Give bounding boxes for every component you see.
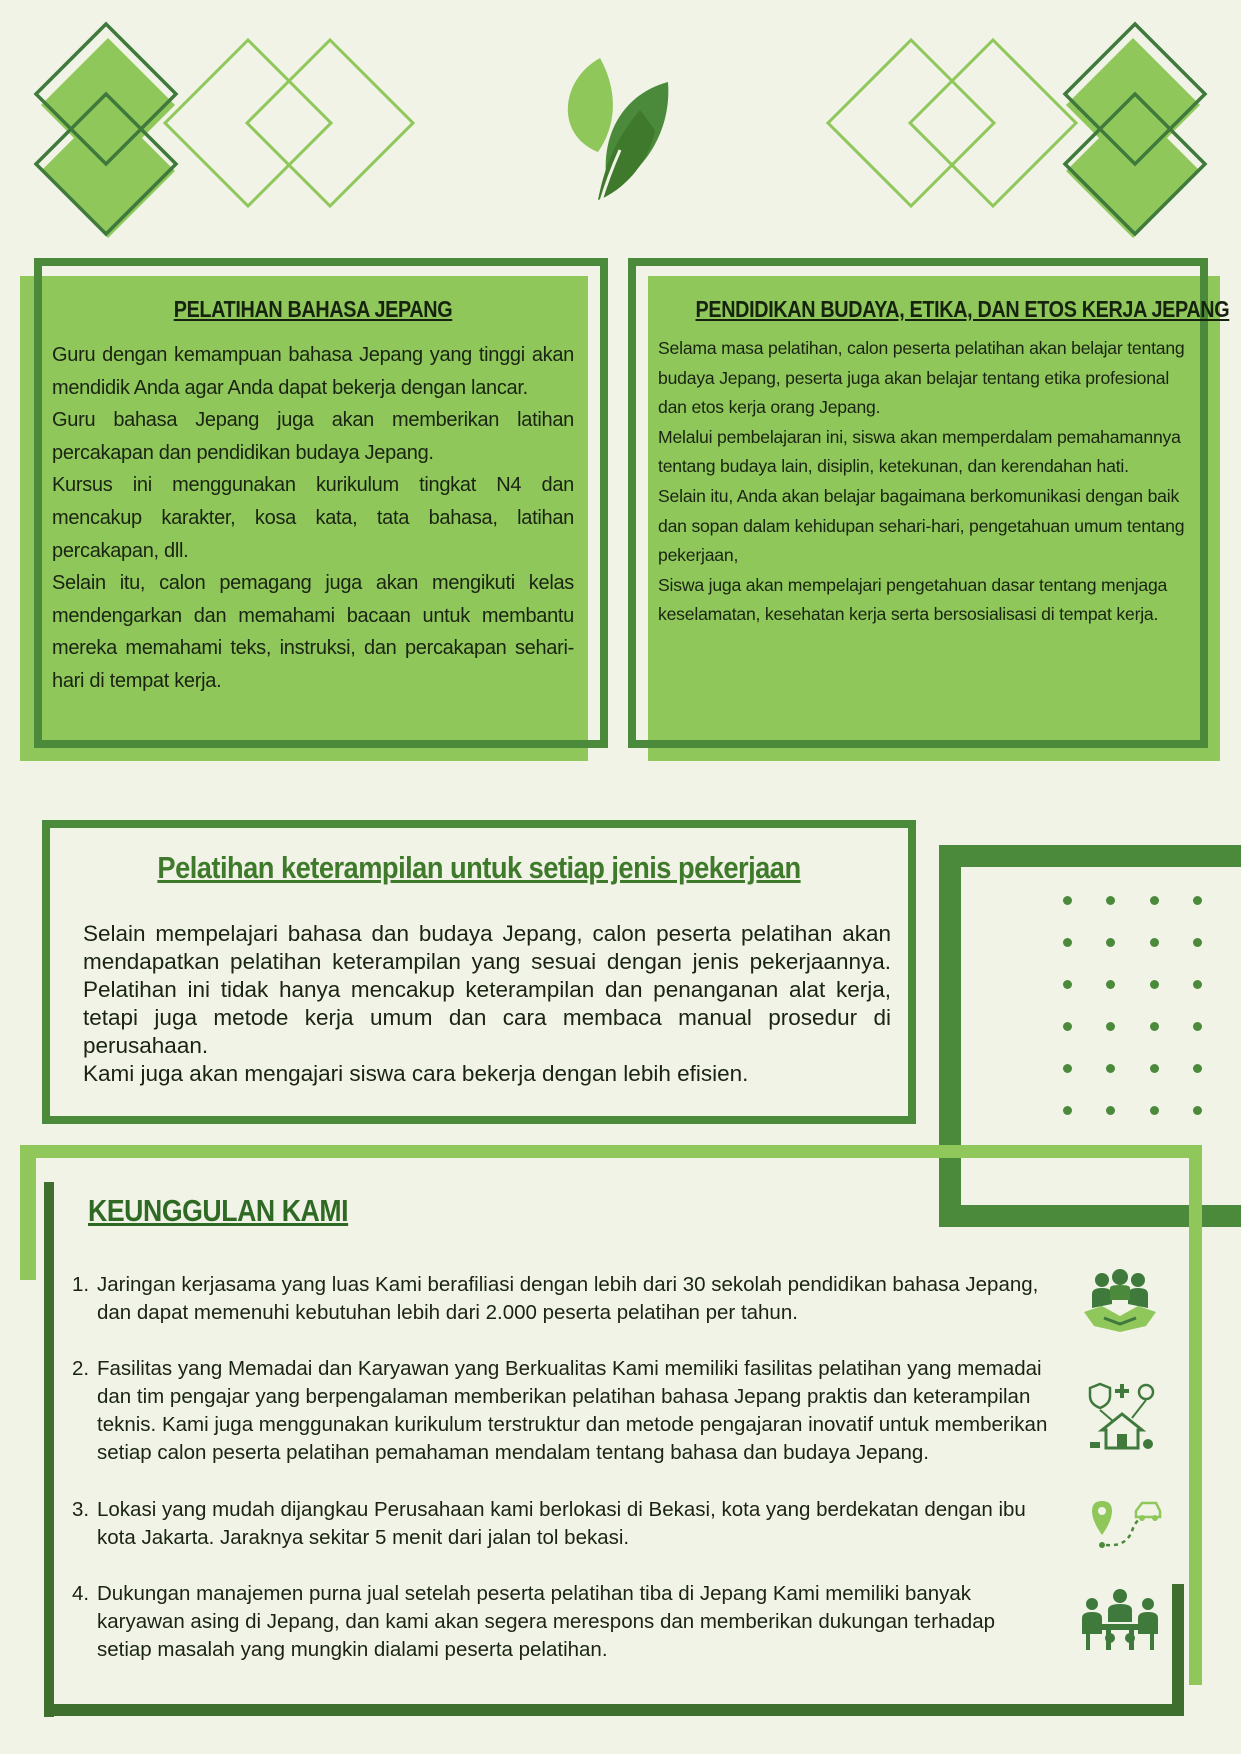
diamond-pattern-right <box>828 24 1205 238</box>
right-card-paragraph: Selama masa pelatihan, calon peserta pelatihan akan belajar tentang budaya Jepang, peserta juga akan belajar tentang etika profesional dan etos kerja orang Jepang. <box>658 338 1185 418</box>
advantage-number: 4. <box>72 1582 90 1605</box>
decorative-dot <box>1150 1106 1159 1115</box>
skills-body <box>83 920 891 1088</box>
left-card-paragraph: Selain itu, calon pemagang juga akan mengikuti kelas mendengarkan dan memahami bacaan untuk membantu mereka memahami teks, instruksi, dan percakapan sehari-hari di tempat kerja. <box>52 572 574 692</box>
advantage-item <box>72 1580 1032 1664</box>
decorative-dot <box>1063 1022 1072 1031</box>
decorative-dot <box>1106 1022 1115 1031</box>
left-card-body <box>52 339 574 698</box>
decorative-dot <box>1193 1022 1202 1031</box>
handshake-team-icon <box>1080 1268 1160 1338</box>
advantage-number: 2. <box>72 1357 90 1380</box>
advantage-item <box>72 1271 1052 1327</box>
facility-house-icon <box>1082 1380 1162 1456</box>
right-card-paragraph: Selain itu, Anda akan belajar bagaimana berkomunikasi dengan baik dan sopan dalam kehidupan sehari-hari, pengetahuan umum tentang pekerjaan, <box>658 485 1185 566</box>
decorative-dot <box>1193 938 1202 947</box>
decorative-dot <box>1106 896 1115 905</box>
skills-title: Pelatihan keterampilan untuk setiap jenis pekerjaan <box>157 850 801 885</box>
advantage-text: Fasilitas yang Memadai dan Karyawan yang Berkualitas Kami memiliki fasilitas pelatihan yang memadai dan tim pengajar yang berpengalaman memberikan pelatihan bahasa Jepang praktis dan keterampilan teknis. Kami juga menggunakan kurikulum terstruktur dan metode pengajaran inovatif untuk memberikan setiap calon peserta pelatihan pemahaman mendalam tentang bahasa dan budaya Jepang. <box>97 1357 1048 1464</box>
advantages-frame-left <box>44 1182 54 1717</box>
right-card <box>658 296 1230 630</box>
advantage-text: Lokasi yang mudah dijangkau Perusahaan kami berlokasi di Bekasi, kota yang berdekatan dengan ibu kota Jakarta. Jaraknya sekitar 5 menit dari jalan tol bekasi. <box>97 1498 1026 1549</box>
decorative-dot <box>1063 1064 1072 1073</box>
diamond-pattern-left <box>36 24 413 238</box>
right-card-paragraph: Siswa juga akan mempelajari pengetahuan dasar tentang menjaga keselamatan, kesehatan kerja serta bersosialisasi di tempat kerja. <box>658 574 1168 625</box>
left-card-paragraph: Guru dengan kemampuan bahasa Jepang yang tinggi akan mendidik Anda agar Anda dapat bekerja dengan lancar. <box>52 344 574 399</box>
advantage-number: 1. <box>72 1273 90 1296</box>
advantages-frame-top <box>20 1145 1202 1158</box>
decorative-dot <box>1150 1022 1159 1031</box>
advantage-text: Jaringan kerjasama yang luas Kami berafiliasi dengan lebih dari 30 sekolah pendidikan bahasa Jepang, dan dapat memenuhi kebutuhan lebih dari 2.000 peserta pelatihan per tahun. <box>97 1273 1039 1324</box>
advantage-item <box>72 1496 1047 1552</box>
advantages-frame-left-accent <box>20 1145 36 1280</box>
advantages-frame-bottom <box>44 1704 1184 1716</box>
decorative-dot <box>1193 1106 1202 1115</box>
meeting-support-icon <box>1080 1588 1160 1654</box>
decorative-dot <box>1106 1064 1115 1073</box>
left-card-paragraph: Kursus ini menggunakan kurikulum tingkat N4 dan mencakup karakter, kosa kata, tata bahasa, latihan percakapan, dll. <box>52 474 574 562</box>
decorative-dot <box>1063 1106 1072 1115</box>
decorative-dot <box>1193 896 1202 905</box>
right-card-title: PENDIDIKAN BUDAYA, ETIKA, DAN ETOS KERJA JEPANG <box>695 296 1230 322</box>
leaf-logo-icon <box>568 58 669 204</box>
advantages-title: KEUNGGULAN KAMI <box>88 1193 349 1228</box>
decorative-dot <box>1106 980 1115 989</box>
decorative-dot <box>1150 980 1159 989</box>
advantage-text: Dukungan manajemen purna jual setelah peserta pelatihan tiba di Jepang Kami memiliki banyak karyawan asing di Jepang, dan kami akan segera merespons dan memberikan dukungan terhadap setiap masalah yang mungkin dialami peserta pelatihan. <box>97 1582 996 1661</box>
advantage-item <box>72 1355 1062 1467</box>
left-card-title: PELATIHAN BAHASA JEPANG <box>173 296 453 322</box>
advantages-frame-corner <box>1172 1584 1184 1716</box>
decorative-dot <box>1106 938 1115 947</box>
decorative-dot <box>1106 1106 1115 1115</box>
skills-paragraph: Selain mempelajari bahasa dan budaya Jepang, calon peserta pelatihan akan mendapatkan pelatihan keterampilan yang sesuai dengan jenis pekerjaannya. Pelatihan ini tidak hanya mencakup keterampilan dan penanganan alat kerja, tetapi juga metode kerja umum dan cara membaca manual prosedur di perusahaan. <box>83 921 891 1058</box>
decorative-dot <box>1063 896 1072 905</box>
skills-paragraph: Kami juga akan mengajari siswa cara bekerja dengan lebih efisien. <box>83 1061 749 1086</box>
decorative-dot <box>1193 980 1202 989</box>
left-card-paragraph: Guru bahasa Jepang juga akan memberikan latihan percakapan dan pendidikan budaya Jepang. <box>52 409 574 464</box>
advantages-frame-right <box>1189 1145 1202 1685</box>
decorative-dot <box>1193 1064 1202 1073</box>
right-card-paragraph: Melalui pembelajaran ini, siswa akan memperdalam pemahamannya tentang budaya lain, disiplin, ketekunan, dan kerendahan hati. <box>658 426 1181 477</box>
left-card <box>52 296 574 698</box>
header-decoration <box>0 0 1241 260</box>
decorative-dot <box>1063 980 1072 989</box>
decorative-dot <box>1063 938 1072 947</box>
decorative-dot <box>1150 938 1159 947</box>
decorative-dot <box>1150 1064 1159 1073</box>
advantage-number: 3. <box>72 1498 90 1521</box>
decorative-dot <box>1150 896 1159 905</box>
right-card-body <box>658 334 1194 630</box>
location-route-icon <box>1078 1497 1162 1559</box>
